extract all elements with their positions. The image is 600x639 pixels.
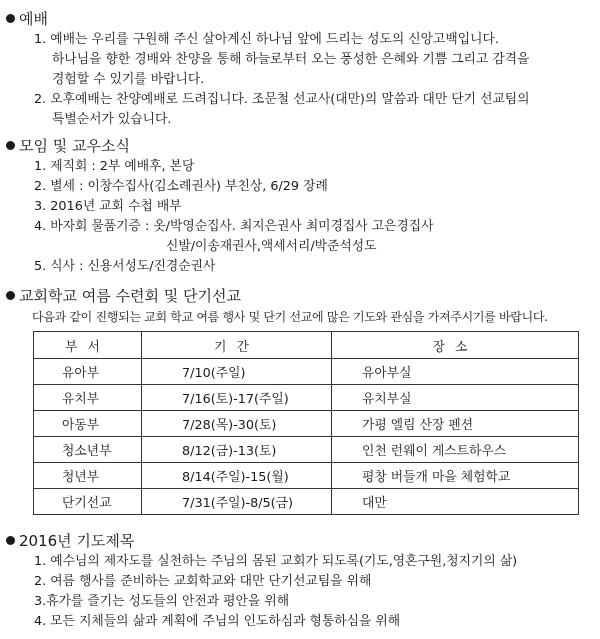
bullet-icon (6, 291, 15, 300)
cell-department: 아동부 (34, 411, 142, 437)
table-header-row (34, 332, 579, 359)
cell-place: 유아부실 (332, 359, 579, 385)
bullet-icon (6, 536, 15, 545)
table-row (34, 437, 579, 463)
prayer-line: 3.휴가를 즐기는 성도들의 안전과 평안을 위해 (34, 594, 290, 609)
news-line: 2. 별세 : 이창수집사(김소례권사) 부친상, 6/29 장례 (34, 179, 328, 194)
cell-place: 가평 엘림 산장 펜션 (332, 411, 579, 437)
news-heading: 모임 및 교우소식 (6, 136, 594, 157)
worship-heading: 예배 (6, 9, 594, 30)
worship-line: 1. 예배는 우리를 구원해 주신 살아계신 하나님 앞에 드리는 성도의 신앙고백입니다. (34, 32, 499, 47)
table-row (34, 359, 579, 385)
cell-department: 유치부 (34, 385, 142, 411)
table-row (34, 463, 579, 489)
news-section (6, 136, 594, 277)
table-row (34, 411, 579, 437)
prayer-line: 2. 여름 행사를 준비하는 교회학교와 대만 단기선교팀을 위해 (34, 574, 372, 589)
prayer-line: 1. 예수님의 제자도를 실천하는 주님의 몸된 교회가 되도록(기도,영혼구원,청지기의 삶) (34, 554, 518, 569)
news-line: 신발/이송재권사,액세서리/박준석성도 (166, 239, 377, 254)
cell-period: 7/10(주일) (142, 359, 332, 385)
mission-intro: 다음과 같이 진행되는 교회 학교 여름 행사 및 단기 선교에 많은 기도와 관심을 가져주시기를 바랍니다. (32, 310, 548, 324)
cell-place: 유치부실 (332, 385, 579, 411)
cell-period: 7/31(주일)-8/5(금) (142, 489, 332, 515)
cell-period: 8/12(금)-13(토) (142, 437, 332, 463)
cell-period: 7/28(목)-30(토) (142, 411, 332, 437)
cell-place: 평창 버들개 마을 체험학교 (332, 463, 579, 489)
worship-line: 2. 오후예배는 찬양예배로 드려집니다. 조문철 선교사(대만)의 말씀과 대만 단기 선교팀의 (34, 92, 530, 107)
cell-period: 8/14(주일)-15(월) (142, 463, 332, 489)
news-line: 5. 식사 : 신용서성도/진경순권사 (34, 259, 216, 274)
news-line: 1. 제직회 : 2부 예배후, 본당 (34, 159, 195, 174)
cell-department: 유아부 (34, 359, 142, 385)
news-line: 3. 2016년 교회 수첩 배부 (34, 199, 182, 214)
table-row (34, 489, 579, 515)
worship-line: 경험할 수 있기를 바랍니다. (52, 72, 205, 87)
cell-period: 7/16(토)-17(주일) (142, 385, 332, 411)
bullet-icon (6, 14, 15, 23)
prayer-section (6, 531, 594, 632)
news-line: 4. 바자회 물품기증 : 옷/박영순집사. 최지은권사 최미경집사 고은경집사 (34, 219, 434, 234)
worship-line: 특별순서가 있습니다. (52, 112, 172, 127)
header-department: 부서 (34, 332, 142, 359)
header-period: 기간 (142, 332, 332, 359)
header-place: 장소 (332, 332, 579, 359)
cell-place: 대만 (332, 489, 579, 515)
mission-section (6, 286, 594, 327)
bullet-icon (6, 141, 15, 150)
schedule-table (33, 331, 579, 515)
prayer-heading: 2016년 기도제목 (6, 531, 594, 552)
mission-heading: 교회학교 여름 수련회 및 단기선교 (6, 286, 594, 307)
table-row (34, 385, 579, 411)
worship-section (6, 9, 594, 130)
worship-line: 하나님을 향한 경배와 찬양을 통해 하늘로부터 오는 풍성한 은혜와 기쁨 그리고 감격을 (52, 52, 530, 67)
cell-place: 인천 런웨이 게스트하우스 (332, 437, 579, 463)
prayer-line: 4. 모든 지체들의 삶과 계획에 주님의 인도하심과 형통하심을 위해 (34, 614, 401, 629)
cell-department: 단기선교 (34, 489, 142, 515)
cell-department: 청소년부 (34, 437, 142, 463)
cell-department: 청년부 (34, 463, 142, 489)
